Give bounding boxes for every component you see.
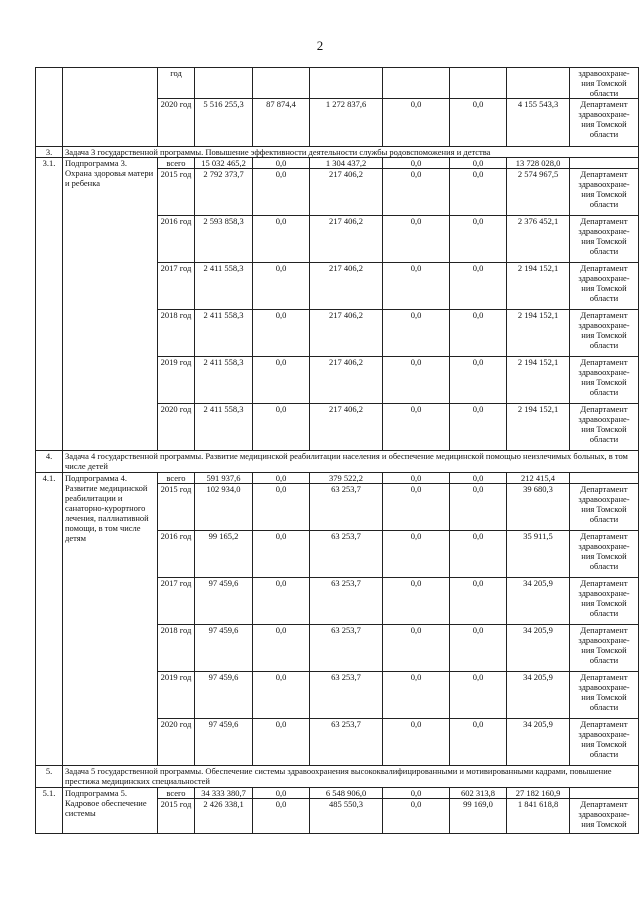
- federal-budget: 0,0: [253, 473, 310, 484]
- extra-budget: 2 194 152,1: [507, 310, 570, 357]
- other-sources: 0,0: [450, 672, 507, 719]
- extra-budget: 2 194 152,1: [507, 404, 570, 451]
- total-amount: 5 516 255,3: [195, 99, 253, 147]
- other-sources: 0,0: [450, 310, 507, 357]
- year-cell: 2020 год: [158, 404, 195, 451]
- task-number: 4.: [36, 451, 63, 473]
- extra-budget: 35 911,5: [507, 531, 570, 578]
- subprogram-number: 4.1.: [36, 473, 63, 766]
- other-sources: 0,0: [450, 531, 507, 578]
- task-row: [36, 147, 639, 158]
- other-sources: 0,0: [450, 484, 507, 531]
- responsible-body: Департамент здравоохране-ния Томской области: [570, 263, 639, 310]
- other-sources: 0,0: [450, 357, 507, 404]
- local-budget: 0,0: [383, 799, 450, 834]
- year-cell: 2020 год: [158, 99, 195, 147]
- extra-budget: 39 680,3: [507, 484, 570, 531]
- local-budget: 0,0: [383, 473, 450, 484]
- year-cell: 2016 год: [158, 216, 195, 263]
- extra-budget: 27 182 160,9: [507, 788, 570, 799]
- total-amount: 591 937,6: [195, 473, 253, 484]
- federal-budget: 0,0: [253, 788, 310, 799]
- federal-budget: 0,0: [253, 357, 310, 404]
- year-cell: 2019 год: [158, 357, 195, 404]
- responsible-body: Департамент здравоохране-ния Томской области: [570, 216, 639, 263]
- local-budget: 0,0: [383, 158, 450, 169]
- program-funding-table: [35, 67, 639, 834]
- extra-budget: [507, 68, 570, 99]
- extra-budget: 2 376 452,1: [507, 216, 570, 263]
- total-amount: 97 459,6: [195, 625, 253, 672]
- local-budget: 0,0: [383, 788, 450, 799]
- federal-budget: 0,0: [253, 404, 310, 451]
- total-amount: 15 032 465,2: [195, 158, 253, 169]
- extra-budget: 1 841 618,8: [507, 799, 570, 834]
- subprogram-name: [63, 68, 158, 147]
- local-budget: 0,0: [383, 484, 450, 531]
- responsible-body: здравоохране-ния Томской области: [570, 68, 639, 99]
- responsible-body: Департамент здравоохране-ния Томской области: [570, 310, 639, 357]
- extra-budget: 2 574 967,5: [507, 169, 570, 216]
- year-cell: 2016 год: [158, 531, 195, 578]
- local-budget: 0,0: [383, 404, 450, 451]
- federal-budget: 0,0: [253, 169, 310, 216]
- task-title: Задача 4 государственной программы. Развитие медицинской реабилитации населения и обеспечение медицинской помощью неизлечимых больных, в том числе детей: [63, 451, 639, 473]
- local-budget: 0,0: [383, 578, 450, 625]
- regional-budget: 379 522,2: [310, 473, 383, 484]
- task-number: 5.: [36, 766, 63, 788]
- subprogram-name: Подпрограмма 3. Охрана здоровья матери и ребенка: [63, 158, 158, 451]
- total-amount: 97 459,6: [195, 672, 253, 719]
- extra-budget: 2 194 152,1: [507, 263, 570, 310]
- other-sources: 0,0: [450, 625, 507, 672]
- regional-budget: 63 253,7: [310, 531, 383, 578]
- extra-budget: 34 205,9: [507, 719, 570, 766]
- extra-budget: 34 205,9: [507, 672, 570, 719]
- federal-budget: [253, 68, 310, 99]
- other-sources: 99 169,0: [450, 799, 507, 834]
- responsible-body: [570, 158, 639, 169]
- total-amount: 99 165,2: [195, 531, 253, 578]
- task-title: Задача 3 государственной программы. Повышение эффективности деятельности службы родовспоможения и детства: [63, 147, 639, 158]
- extra-budget: 34 205,9: [507, 578, 570, 625]
- table-row: [36, 68, 639, 99]
- regional-budget: [310, 68, 383, 99]
- responsible-body: Департамент здравоохране-ния Томской области: [570, 169, 639, 216]
- local-budget: 0,0: [383, 719, 450, 766]
- total-amount: 2 411 558,3: [195, 357, 253, 404]
- year-cell: 2017 год: [158, 578, 195, 625]
- table-row: [36, 788, 639, 799]
- federal-budget: 0,0: [253, 531, 310, 578]
- total-amount: 2 411 558,3: [195, 404, 253, 451]
- extra-budget: 4 155 543,3: [507, 99, 570, 147]
- subprogram-number: [36, 68, 63, 147]
- subprogram-name: Подпрограмма 5. Кадровое обеспечение системы: [63, 788, 158, 834]
- other-sources: 0,0: [450, 169, 507, 216]
- task-title: Задача 5 государственной программы. Обеспечение системы здравоохранения высококвалифицированными и мотивированными кадрами, повышение престижа медицинских специальностей: [63, 766, 639, 788]
- local-budget: [383, 68, 450, 99]
- year-cell: всего: [158, 788, 195, 799]
- total-amount: [195, 68, 253, 99]
- regional-budget: 217 406,2: [310, 310, 383, 357]
- responsible-body: Департамент здравоохране-ния Томской области: [570, 404, 639, 451]
- regional-budget: 1 304 437,2: [310, 158, 383, 169]
- year-cell: 2017 год: [158, 263, 195, 310]
- total-amount: 2 411 558,3: [195, 310, 253, 357]
- local-budget: 0,0: [383, 672, 450, 719]
- regional-budget: 63 253,7: [310, 672, 383, 719]
- other-sources: 0,0: [450, 216, 507, 263]
- year-cell: 2015 год: [158, 169, 195, 216]
- other-sources: 0,0: [450, 578, 507, 625]
- regional-budget: 6 548 906,0: [310, 788, 383, 799]
- regional-budget: 485 550,3: [310, 799, 383, 834]
- regional-budget: 217 406,2: [310, 404, 383, 451]
- subprogram-name: Подпрограмма 4. Развитие медицинской реабилитации и санаторно-курортного лечения, паллиативной помощи, в том числе детям: [63, 473, 158, 766]
- year-cell: 2018 год: [158, 625, 195, 672]
- year-cell: год: [158, 68, 195, 99]
- regional-budget: 217 406,2: [310, 263, 383, 310]
- regional-budget: 1 272 837,6: [310, 99, 383, 147]
- table-body: [36, 68, 639, 834]
- local-budget: 0,0: [383, 310, 450, 357]
- total-amount: 2 593 858,3: [195, 216, 253, 263]
- local-budget: 0,0: [383, 357, 450, 404]
- subprogram-number: 3.1.: [36, 158, 63, 451]
- total-amount: 102 934,0: [195, 484, 253, 531]
- page-number: 2: [316, 38, 324, 53]
- federal-budget: 0,0: [253, 310, 310, 357]
- task-row: [36, 766, 639, 788]
- regional-budget: 63 253,7: [310, 719, 383, 766]
- other-sources: 0,0: [450, 158, 507, 169]
- year-cell: 2020 год: [158, 719, 195, 766]
- responsible-body: Департамент здравоохране-ния Томской области: [570, 625, 639, 672]
- other-sources: 0,0: [450, 404, 507, 451]
- federal-budget: 0,0: [253, 672, 310, 719]
- federal-budget: 0,0: [253, 158, 310, 169]
- total-amount: 2 426 338,1: [195, 799, 253, 834]
- total-amount: 2 792 373,7: [195, 169, 253, 216]
- extra-budget: 212 415,4: [507, 473, 570, 484]
- subprogram-number: 5.1.: [36, 788, 63, 834]
- total-amount: 34 333 380,7: [195, 788, 253, 799]
- regional-budget: 63 253,7: [310, 484, 383, 531]
- federal-budget: 0,0: [253, 625, 310, 672]
- year-cell: 2015 год: [158, 799, 195, 834]
- responsible-body: [570, 473, 639, 484]
- federal-budget: 0,0: [253, 484, 310, 531]
- task-row: [36, 451, 639, 473]
- table-row: [36, 158, 639, 169]
- responsible-body: Департамент здравоохране-ния Томской области: [570, 484, 639, 531]
- local-budget: 0,0: [383, 625, 450, 672]
- local-budget: 0,0: [383, 99, 450, 147]
- extra-budget: 13 728 028,0: [507, 158, 570, 169]
- federal-budget: 0,0: [253, 578, 310, 625]
- other-sources: 0,0: [450, 99, 507, 147]
- total-amount: 97 459,6: [195, 719, 253, 766]
- regional-budget: 63 253,7: [310, 625, 383, 672]
- responsible-body: Департамент здравоохране-ния Томской области: [570, 672, 639, 719]
- total-amount: 97 459,6: [195, 578, 253, 625]
- responsible-body: Департамент здравоохране-ния Томской области: [570, 719, 639, 766]
- extra-budget: 34 205,9: [507, 625, 570, 672]
- total-amount: 2 411 558,3: [195, 263, 253, 310]
- regional-budget: 217 406,2: [310, 357, 383, 404]
- table-row: [36, 473, 639, 484]
- regional-budget: 63 253,7: [310, 578, 383, 625]
- local-budget: 0,0: [383, 263, 450, 310]
- other-sources: 0,0: [450, 473, 507, 484]
- year-cell: 2015 год: [158, 484, 195, 531]
- federal-budget: 0,0: [253, 719, 310, 766]
- responsible-body: Департамент здравоохране-ния Томской области: [570, 531, 639, 578]
- responsible-body: Департамент здравоохране-ния Томской области: [570, 357, 639, 404]
- responsible-body: Департамент здравоохране-ния Томской области: [570, 578, 639, 625]
- local-budget: 0,0: [383, 216, 450, 263]
- year-cell: 2018 год: [158, 310, 195, 357]
- year-cell: 2019 год: [158, 672, 195, 719]
- regional-budget: 217 406,2: [310, 169, 383, 216]
- responsible-body: Департамент здравоохране-ния Томской области: [570, 99, 639, 147]
- extra-budget: 2 194 152,1: [507, 357, 570, 404]
- federal-budget: 0,0: [253, 263, 310, 310]
- federal-budget: 87 874,4: [253, 99, 310, 147]
- responsible-body: [570, 788, 639, 799]
- local-budget: 0,0: [383, 531, 450, 578]
- other-sources: 0,0: [450, 719, 507, 766]
- other-sources: [450, 68, 507, 99]
- task-number: 3.: [36, 147, 63, 158]
- responsible-body: Департамент здравоохране-ния Томской: [570, 799, 639, 834]
- year-cell: всего: [158, 158, 195, 169]
- local-budget: 0,0: [383, 169, 450, 216]
- federal-budget: 0,0: [253, 799, 310, 834]
- regional-budget: 217 406,2: [310, 216, 383, 263]
- federal-budget: 0,0: [253, 216, 310, 263]
- year-cell: всего: [158, 473, 195, 484]
- other-sources: 602 313,8: [450, 788, 507, 799]
- other-sources: 0,0: [450, 263, 507, 310]
